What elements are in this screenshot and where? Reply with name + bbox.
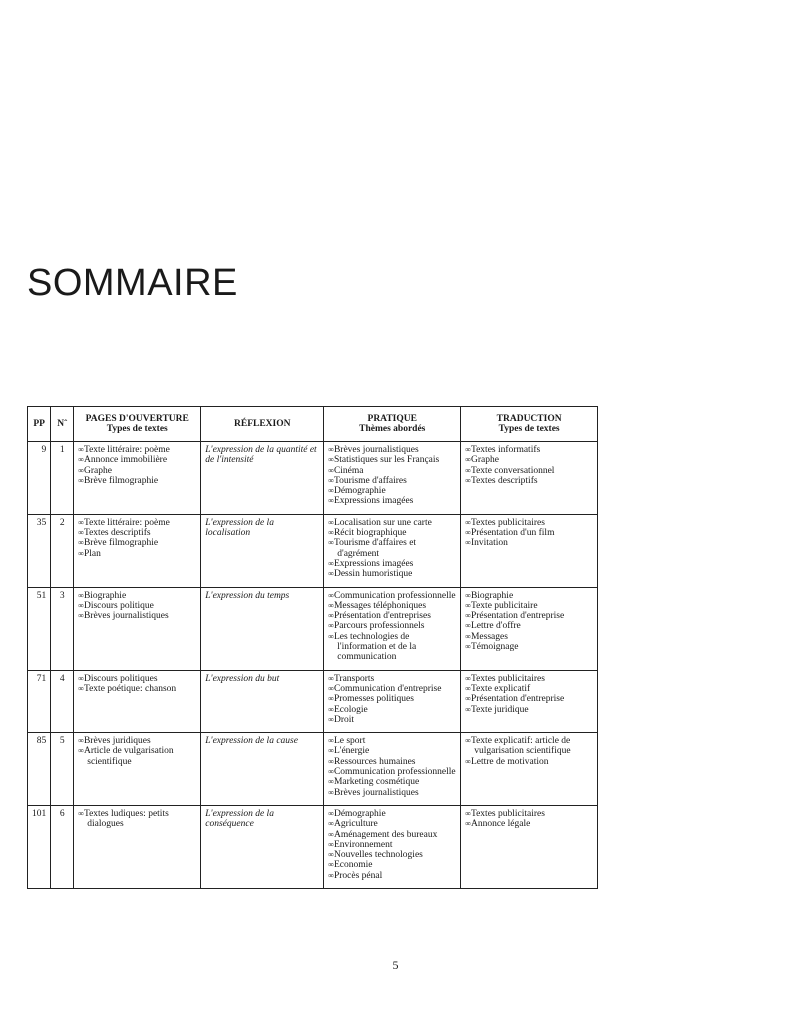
- infinity-bullet-icon: ∞: [328, 590, 334, 600]
- list-item-text: Promesses politiques: [333, 694, 414, 705]
- list-item: [465, 674, 593, 684]
- list-item-text: Agriculture: [333, 819, 378, 830]
- cell-reflexion: L'expression du but: [201, 670, 324, 732]
- cell-reflexion: L'expression de la conséquence: [201, 805, 324, 888]
- list-item-text: Démographie: [333, 808, 386, 819]
- cell-ouverture: [74, 442, 201, 515]
- cell-traduction: [461, 805, 598, 888]
- list-item: [328, 466, 456, 476]
- list-item-text: Procès pénal: [333, 870, 383, 881]
- list-item: [328, 871, 456, 881]
- list-item-text: Localisation sur une carte: [333, 517, 432, 528]
- cell-page: 51: [28, 587, 51, 670]
- list-item: [328, 496, 456, 506]
- infinity-bullet-icon: ∞: [328, 528, 334, 538]
- list-item-text: Aménagement des bureaux: [333, 829, 438, 840]
- list-item-text: Communication professionnelle: [333, 590, 456, 601]
- cell-traduction-list: [465, 591, 593, 653]
- infinity-bullet-icon: ∞: [465, 590, 471, 600]
- list-item-text: Discours politique: [83, 600, 154, 611]
- header-reflexion: [201, 407, 324, 442]
- list-item: [328, 569, 456, 579]
- cell-pratique: [324, 587, 461, 670]
- infinity-bullet-icon: ∞: [465, 455, 471, 465]
- header-traduction-line2: Types de textes: [498, 424, 560, 434]
- list-item-text: Texte poétique: chanson: [83, 683, 177, 694]
- table-header: [28, 407, 598, 442]
- list-item-text: Textes publicitaires: [470, 517, 545, 528]
- list-item: [328, 736, 456, 746]
- list-item: [328, 445, 456, 455]
- infinity-bullet-icon: ∞: [465, 683, 471, 693]
- summary-table: [27, 406, 598, 889]
- cell-traduction: [461, 587, 598, 670]
- list-item: [328, 684, 456, 694]
- list-item: [328, 591, 456, 601]
- cell-ouverture-list: [78, 736, 196, 767]
- cell-pratique: [324, 733, 461, 806]
- infinity-bullet-icon: ∞: [465, 756, 471, 766]
- infinity-bullet-icon: ∞: [78, 736, 84, 746]
- table-row: [28, 514, 598, 587]
- list-item-text: Texte explicatif: [470, 683, 531, 694]
- cell-reflexion: L'expression de la cause: [201, 733, 324, 806]
- infinity-bullet-icon: ∞: [328, 558, 334, 568]
- list-item: [328, 850, 456, 860]
- infinity-bullet-icon: ∞: [465, 528, 471, 538]
- header-row: [28, 407, 598, 442]
- infinity-bullet-icon: ∞: [465, 808, 471, 818]
- list-item: [78, 591, 196, 601]
- cell-page: 35: [28, 514, 51, 587]
- infinity-bullet-icon: ∞: [465, 475, 471, 485]
- cell-traduction-list: [465, 445, 593, 486]
- infinity-bullet-icon: ∞: [78, 528, 84, 538]
- list-item-text: Textes publicitaires: [470, 673, 545, 684]
- list-item: [78, 684, 196, 694]
- list-item: [328, 632, 456, 663]
- cell-pratique: [324, 514, 461, 587]
- infinity-bullet-icon: ∞: [328, 486, 334, 496]
- list-item: [465, 705, 593, 715]
- list-item-text: Présentation d'entreprises: [333, 611, 431, 622]
- cell-traduction-list: [465, 809, 593, 830]
- infinity-bullet-icon: ∞: [328, 455, 334, 465]
- list-item-text: Communication d'entreprise: [333, 683, 442, 694]
- header-traduction-line1: TRADUCTION: [496, 413, 562, 424]
- list-item-text: Textes publicitaires: [470, 808, 545, 819]
- infinity-bullet-icon: ∞: [465, 694, 471, 704]
- infinity-bullet-icon: ∞: [328, 819, 334, 829]
- cell-traduction: [461, 514, 598, 587]
- infinity-bullet-icon: ∞: [328, 683, 334, 693]
- list-item: [78, 476, 196, 486]
- list-item: [465, 455, 593, 465]
- list-item: [465, 518, 593, 528]
- list-item: [78, 549, 196, 559]
- infinity-bullet-icon: ∞: [328, 756, 334, 766]
- list-item-text: Marketing cosmétique: [333, 777, 420, 788]
- list-item-text: Les technologies de l'information et de la communication: [333, 631, 417, 663]
- infinity-bullet-icon: ∞: [465, 736, 471, 746]
- infinity-bullet-icon: ∞: [78, 600, 84, 610]
- cell-ouverture-list: [78, 445, 196, 486]
- list-item-text: Présentation d'entreprise: [470, 611, 565, 622]
- infinity-bullet-icon: ∞: [78, 445, 84, 454]
- list-item: [328, 819, 456, 829]
- header-pratique-line1: PRATIQUE: [367, 413, 417, 424]
- list-item-text: Dessin humoristique: [333, 569, 413, 580]
- list-item: [465, 684, 593, 694]
- list-item-text: Parcours professionnels: [333, 621, 425, 632]
- cell-page: 101: [28, 805, 51, 888]
- cell-number: 2: [51, 514, 74, 587]
- table-row: [28, 805, 598, 888]
- cell-pratique-list: [328, 445, 456, 507]
- list-item: [465, 538, 593, 548]
- list-item: [465, 476, 593, 486]
- cell-traduction: [461, 442, 598, 515]
- list-item: [78, 518, 196, 528]
- infinity-bullet-icon: ∞: [78, 590, 84, 600]
- header-pratique-line2: Thèmes abordés: [359, 424, 426, 434]
- cell-reflexion: L'expression de la localisation: [201, 514, 324, 587]
- cell-reflexion: L'expression du temps: [201, 587, 324, 670]
- list-item: [328, 788, 456, 798]
- cell-traduction: [461, 670, 598, 732]
- list-item-text: Statistiques sur les Français: [333, 455, 440, 466]
- infinity-bullet-icon: ∞: [328, 673, 334, 683]
- list-item-text: Texte littéraire: poème: [83, 445, 170, 455]
- list-item-text: Biographie: [470, 590, 514, 601]
- list-item-text: Brèves juridiques: [83, 736, 151, 747]
- cell-traduction: [461, 733, 598, 806]
- infinity-bullet-icon: ∞: [78, 465, 84, 475]
- cell-ouverture: [74, 733, 201, 806]
- list-item: [465, 642, 593, 652]
- list-item-text: Présentation d'entreprise: [470, 694, 565, 705]
- list-item: [328, 528, 456, 538]
- cell-pratique-list: [328, 674, 456, 725]
- infinity-bullet-icon: ∞: [78, 517, 84, 527]
- infinity-bullet-icon: ∞: [78, 683, 84, 693]
- list-item-text: Le sport: [333, 736, 366, 747]
- cell-ouverture: [74, 514, 201, 587]
- infinity-bullet-icon: ∞: [328, 631, 334, 641]
- infinity-bullet-icon: ∞: [78, 538, 84, 548]
- list-item-text: Economie: [333, 860, 373, 871]
- table-row: [28, 733, 598, 806]
- infinity-bullet-icon: ∞: [328, 870, 334, 880]
- infinity-bullet-icon: ∞: [328, 829, 334, 839]
- list-item: [328, 455, 456, 465]
- list-item-text: Cinéma: [333, 465, 364, 476]
- cell-ouverture-list: [78, 518, 196, 559]
- list-item-text: Texte littéraire: poème: [83, 517, 170, 528]
- list-item-text: Environnement: [333, 839, 393, 850]
- list-item: [328, 840, 456, 850]
- list-item: [78, 528, 196, 538]
- list-item-text: Ressources humaines: [333, 756, 416, 767]
- infinity-bullet-icon: ∞: [328, 611, 334, 621]
- list-item: [328, 611, 456, 621]
- infinity-bullet-icon: ∞: [465, 673, 471, 683]
- infinity-bullet-icon: ∞: [328, 569, 334, 579]
- list-item-text: Annonce immobilière: [83, 455, 168, 466]
- infinity-bullet-icon: ∞: [328, 787, 334, 797]
- list-item-text: Droit: [333, 714, 355, 725]
- infinity-bullet-icon: ∞: [465, 611, 471, 621]
- list-item: [465, 621, 593, 631]
- cell-ouverture-list: [78, 591, 196, 622]
- list-item: [328, 705, 456, 715]
- list-item: [78, 455, 196, 465]
- infinity-bullet-icon: ∞: [328, 694, 334, 704]
- list-item-text: Textes ludiques: petits dialogues: [83, 808, 169, 830]
- table-body: [28, 442, 598, 889]
- list-item-text: Transports: [333, 673, 375, 684]
- infinity-bullet-icon: ∞: [78, 746, 84, 756]
- list-item-text: Expressions imagées: [333, 496, 414, 507]
- list-item-text: Présentation d'un film: [470, 528, 555, 539]
- cell-page: 9: [28, 442, 51, 515]
- list-item-text: Discours politiques: [83, 673, 158, 684]
- infinity-bullet-icon: ∞: [78, 611, 84, 621]
- list-item: [328, 860, 456, 870]
- cell-traduction-list: [465, 674, 593, 715]
- infinity-bullet-icon: ∞: [465, 642, 471, 652]
- list-item: [328, 486, 456, 496]
- list-item-text: Brèves journalistiques: [83, 611, 169, 622]
- cell-number: 4: [51, 670, 74, 732]
- infinity-bullet-icon: ∞: [328, 839, 334, 849]
- list-item: [328, 746, 456, 756]
- table-row: [28, 442, 598, 515]
- cell-pratique-list: [328, 809, 456, 881]
- list-item: [465, 632, 593, 642]
- list-item: [465, 528, 593, 538]
- infinity-bullet-icon: ∞: [328, 746, 334, 756]
- cell-page: 85: [28, 733, 51, 806]
- cell-page: 71: [28, 670, 51, 732]
- list-item: [328, 476, 456, 486]
- header-ouverture-line1: PAGES D'OUVERTURE: [85, 413, 189, 424]
- list-item-text: Textes informatifs: [470, 445, 541, 455]
- list-item-text: Textes descriptifs: [470, 475, 538, 486]
- list-item-text: L'énergie: [333, 746, 370, 757]
- list-item-text: Graphe: [470, 455, 499, 466]
- list-item: [328, 715, 456, 725]
- cell-number: 1: [51, 442, 74, 515]
- list-item: [78, 809, 196, 830]
- cell-number: 5: [51, 733, 74, 806]
- cell-ouverture: [74, 670, 201, 732]
- infinity-bullet-icon: ∞: [78, 548, 84, 558]
- list-item-text: Brèves journalistiques: [333, 445, 419, 455]
- list-item: [465, 809, 593, 819]
- infinity-bullet-icon: ∞: [465, 819, 471, 829]
- list-item: [328, 694, 456, 704]
- cell-pratique-list: [328, 591, 456, 663]
- list-item: [78, 445, 196, 455]
- cell-pratique: [324, 442, 461, 515]
- list-item: [78, 601, 196, 611]
- list-item: [78, 538, 196, 548]
- list-item-text: Démographie: [333, 486, 386, 497]
- list-item-text: Article de vulgarisation scientifique: [83, 746, 174, 767]
- infinity-bullet-icon: ∞: [328, 538, 334, 548]
- header-ouverture: [74, 407, 201, 442]
- list-item-text: Expressions imagées: [333, 558, 414, 569]
- list-item: [328, 621, 456, 631]
- list-item: [328, 809, 456, 819]
- header-pp: [28, 407, 51, 442]
- list-item: [78, 466, 196, 476]
- list-item: [328, 674, 456, 684]
- cell-reflexion: L'expression de la quantité et de l'intensité: [201, 442, 324, 515]
- infinity-bullet-icon: ∞: [328, 445, 334, 454]
- header-pratique: [324, 407, 461, 442]
- list-item: [78, 746, 196, 767]
- list-item-text: Tourisme d'affaires: [333, 475, 407, 486]
- list-item-text: Texte publicitaire: [470, 600, 538, 611]
- list-item-text: Texte explicatif: article de vulgarisation scientifique: [470, 736, 571, 757]
- list-item-text: Graphe: [83, 465, 112, 476]
- list-item-text: Invitation: [470, 538, 508, 549]
- cell-traduction-list: [465, 518, 593, 549]
- header-traduction: [461, 407, 598, 442]
- cell-number: 6: [51, 805, 74, 888]
- cell-pratique: [324, 670, 461, 732]
- list-item-text: Messages: [470, 631, 508, 642]
- list-item: [465, 601, 593, 611]
- infinity-bullet-icon: ∞: [328, 600, 334, 610]
- list-item-text: Lettre de motivation: [470, 756, 549, 767]
- list-item: [328, 538, 456, 559]
- infinity-bullet-icon: ∞: [78, 455, 84, 465]
- list-item-text: Tourisme d'affaires et d'agrément: [333, 538, 417, 559]
- list-item-text: Texte juridique: [470, 704, 529, 715]
- cell-traduction-list: [465, 736, 593, 767]
- list-item: [78, 611, 196, 621]
- list-item-text: Annonce légale: [470, 819, 531, 830]
- infinity-bullet-icon: ∞: [328, 714, 334, 724]
- header-number: [51, 407, 74, 442]
- infinity-bullet-icon: ∞: [328, 704, 334, 714]
- list-item: [328, 601, 456, 611]
- list-item-text: Communication professionnelle: [333, 767, 456, 778]
- cell-ouverture: [74, 587, 201, 670]
- infinity-bullet-icon: ∞: [465, 704, 471, 714]
- header-reflexion-line1: RÉFLEXION: [234, 418, 291, 429]
- list-item: [328, 757, 456, 767]
- list-item-text: Messages téléphoniques: [333, 600, 427, 611]
- cell-number: 3: [51, 587, 74, 670]
- list-item: [78, 736, 196, 746]
- list-item: [465, 736, 593, 757]
- header-pp-label: PP: [33, 418, 45, 429]
- table-row: [28, 587, 598, 670]
- infinity-bullet-icon: ∞: [465, 538, 471, 548]
- list-item: [328, 767, 456, 777]
- page-number: 5: [392, 958, 399, 972]
- list-item-text: Récit biographique: [333, 528, 407, 539]
- infinity-bullet-icon: ∞: [328, 777, 334, 787]
- cell-ouverture: [74, 805, 201, 888]
- header-ouverture-line2: Types de textes: [106, 424, 168, 434]
- page-title: SOMMAIRE: [27, 262, 238, 304]
- list-item-text: Textes descriptifs: [83, 528, 151, 539]
- list-item: [465, 466, 593, 476]
- list-item: [328, 830, 456, 840]
- infinity-bullet-icon: ∞: [328, 736, 334, 746]
- cell-pratique-list: [328, 518, 456, 580]
- list-item: [78, 674, 196, 684]
- list-item-text: Lettre d'offre: [470, 621, 521, 632]
- list-item: [465, 819, 593, 829]
- list-item-text: Témoignage: [470, 642, 519, 653]
- infinity-bullet-icon: ∞: [465, 465, 471, 475]
- header-number-label: Nˆ: [57, 418, 68, 429]
- list-item: [328, 777, 456, 787]
- list-item: [465, 445, 593, 455]
- list-item-text: Plan: [83, 548, 101, 559]
- list-item-text: Brève filmographie: [83, 475, 159, 486]
- infinity-bullet-icon: ∞: [328, 465, 334, 475]
- infinity-bullet-icon: ∞: [78, 475, 84, 485]
- infinity-bullet-icon: ∞: [328, 621, 334, 631]
- infinity-bullet-icon: ∞: [78, 673, 84, 683]
- cell-ouverture-list: [78, 674, 196, 695]
- infinity-bullet-icon: ∞: [465, 621, 471, 631]
- list-item: [328, 559, 456, 569]
- list-item-text: Brèves journalistiques: [333, 787, 419, 798]
- infinity-bullet-icon: ∞: [465, 600, 471, 610]
- table-row: [28, 670, 598, 732]
- infinity-bullet-icon: ∞: [328, 860, 334, 870]
- list-item-text: Nouvelles technologies: [333, 850, 423, 861]
- list-item: [328, 518, 456, 528]
- cell-ouverture-list: [78, 809, 196, 830]
- list-item: [465, 757, 593, 767]
- list-item-text: Ecologie: [333, 704, 368, 715]
- list-item: [465, 611, 593, 621]
- infinity-bullet-icon: ∞: [78, 808, 84, 818]
- infinity-bullet-icon: ∞: [328, 808, 334, 818]
- list-item: [465, 591, 593, 601]
- infinity-bullet-icon: ∞: [328, 850, 334, 860]
- list-item-text: Texte conversationnel: [470, 465, 555, 476]
- list-item: [465, 694, 593, 704]
- cell-pratique-list: [328, 736, 456, 798]
- infinity-bullet-icon: ∞: [465, 517, 471, 527]
- infinity-bullet-icon: ∞: [465, 631, 471, 641]
- list-item-text: Brève filmographie: [83, 538, 159, 549]
- infinity-bullet-icon: ∞: [328, 767, 334, 777]
- infinity-bullet-icon: ∞: [328, 475, 334, 485]
- infinity-bullet-icon: ∞: [328, 496, 334, 506]
- cell-pratique: [324, 805, 461, 888]
- infinity-bullet-icon: ∞: [465, 445, 471, 454]
- list-item-text: Biographie: [83, 590, 127, 601]
- infinity-bullet-icon: ∞: [328, 517, 334, 527]
